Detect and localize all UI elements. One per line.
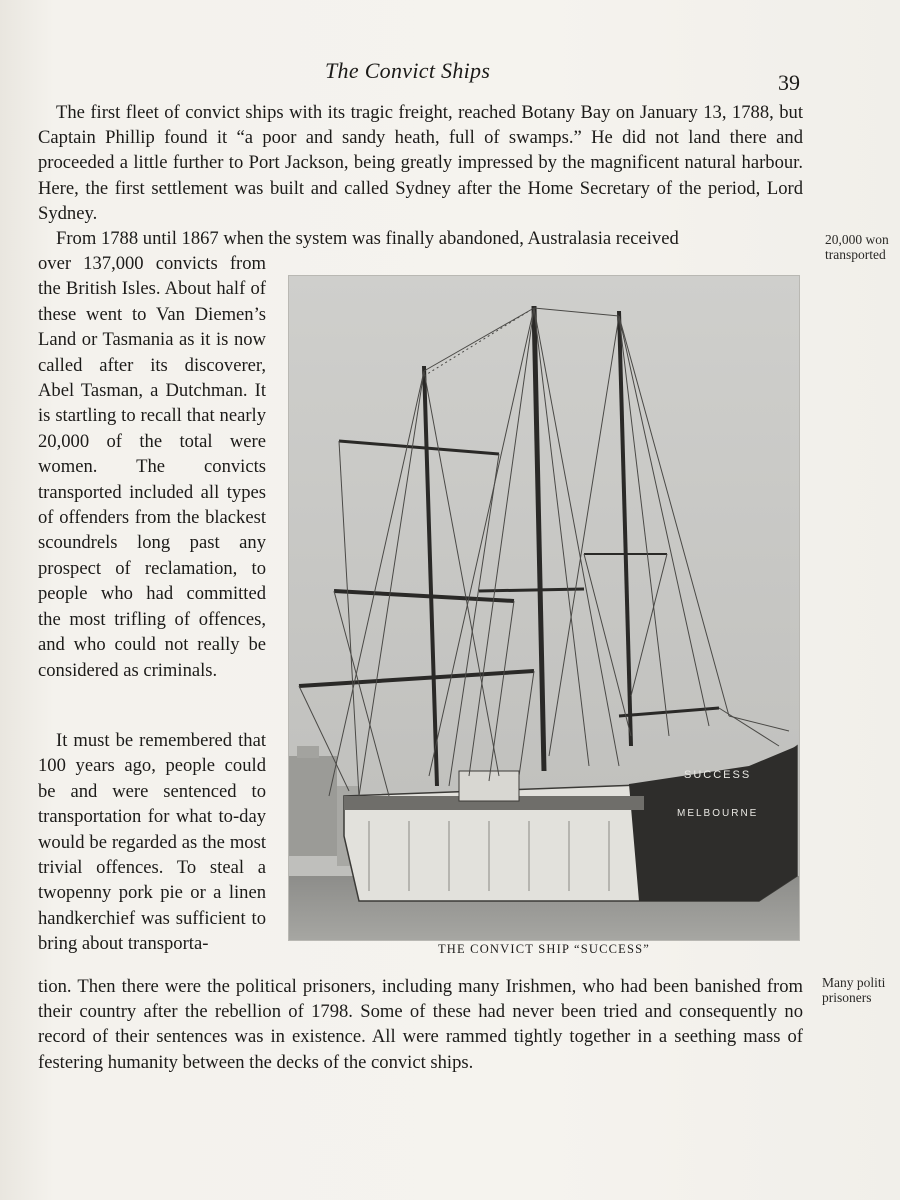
margin-note-political-line-1: Many politi [822,975,886,990]
stern-port: MELBOURNE [677,808,759,819]
margin-note-women-line-1: 20,000 won [825,232,889,247]
page-number: 39 [778,70,800,95]
margin-note-women-line-2: transported [825,247,886,262]
stern-name: SUCCESS [684,769,752,781]
ship-engraving-icon [289,276,799,940]
paragraph-political-prisoners: tion. Then there were the political prisoners, including many Irishmen, who had been banished from their country after the rebellion of 1798. Some of these had never been tried and consequently no record of their sentences was in existence. All were rammed tightly together in a seething mass of festering humanity between the decks of the convict ships. [38,976,803,1073]
ship-illustration [289,276,799,940]
column-text-convicts: over 137,000 convicts from the British Isles. About half of these went to Van Diemen’s Land or Tasmania as it is now called after its discoverer, Abel Tasman, a Dutchman. It is startling to recall that nearly 20,000 of the total were women. The convicts transported included all types of offenders from the blackest scoundrels long past any prospect of reclamation, to people who had committed the most trifling of offences, and who could not really be considered as criminals. [38,253,266,681]
margin-note-political [822,975,885,1005]
column-text-sentences: It must be remembered that 100 years ago, people could be and were sentenced to transportation for what to-day would be regarded as the most trivial offences. To steal a twopenny pork pie or a linen handkerchief was sufficient to bring about transporta- [38,730,266,955]
margin-note-women [825,232,889,262]
running-title: The Convict Ships [325,58,491,83]
margin-note-political-line-2: prisoners [822,990,872,1005]
paragraph-transportation-lead: From 1788 until 1867 when the system was finally abandoned, Australasia received [56,228,679,249]
paragraph-first-fleet: The first fleet of convict ships with its tragic freight, reached Botany Bay on January 13, 1788, but Captain Phillip found it “a poor and sandy heath, full of swamps.” He did not land there and proceeded a little further to Port Jackson, being greatly impressed by the magnificent natural harbour. Here, the first settlement was built and called Sydney after the Home Secretary of the period, Lord Sydney. [38,102,803,224]
figure-caption: THE CONVICT SHIP “SUCCESS” [437,942,651,956]
